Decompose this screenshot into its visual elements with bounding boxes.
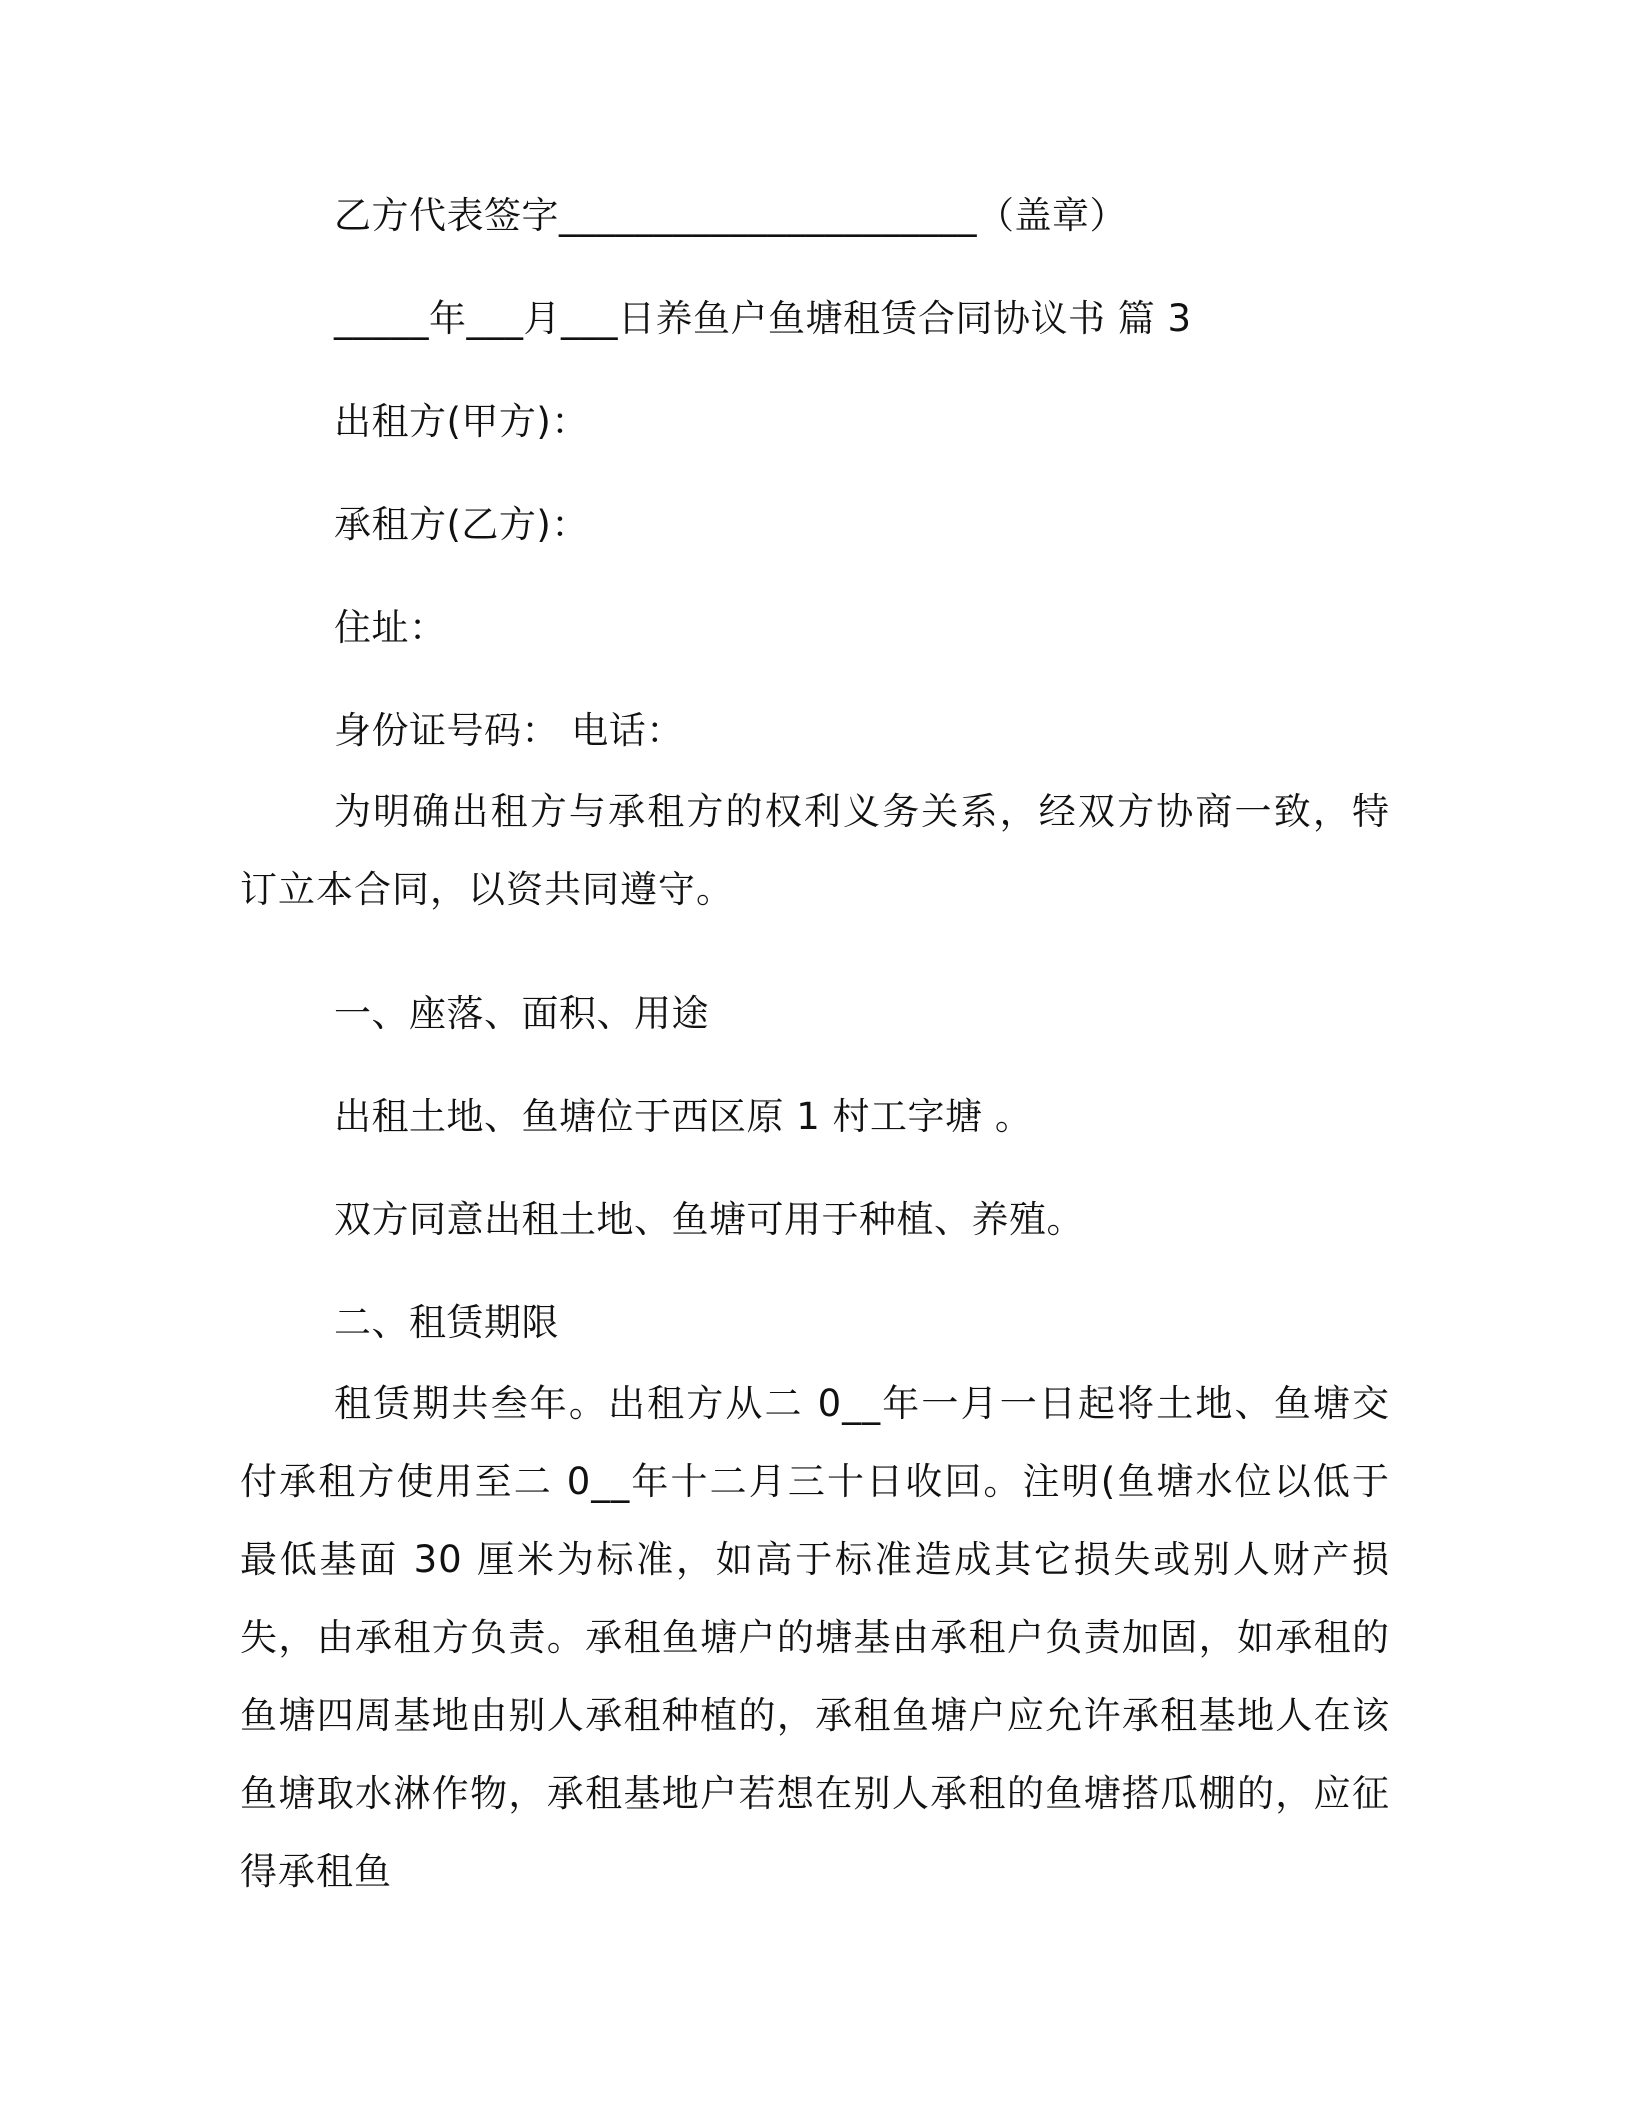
lessor-field: 出租方(甲方)： [334, 400, 589, 443]
section-2-heading: 二、租赁期限 [334, 1301, 559, 1344]
intro-paragraph: 为明确出租方与承租方的权利义务关系，经双方协商一致，特订立本合同，以资共同遵守。 [240, 790, 1390, 911]
lessee-field: 承租方(乙方)： [334, 503, 589, 546]
section-1-location: 出租土地、鱼塘位于西区原 1 村工字塘 。 [334, 1095, 1033, 1138]
date-and-title-line: _____年___月___日养鱼户鱼塘租赁合同协议书 篇 3 [334, 297, 1192, 340]
id-phone-field: 身份证号码： 电话： [334, 709, 684, 752]
lessee-signature-line: 乙方代表签字______________________（盖章） [334, 194, 1127, 237]
address-field: 住址： [334, 606, 447, 649]
section-2-paragraph: 租赁期共叁年。出租方从二 0__年一月一日起将土地、鱼塘交付承租方使用至二 0__年十二月三十日收回。注明(鱼塘水位以低于最低基面 30 厘米为标准，如高于标准造成其它损失或别人财产损失，由承租方负责。承租鱼塘户的塘基由承租户负责加固，如承租的鱼塘四周基地由别人承租种植的，承租鱼塘户应允许承租基地人在该鱼塘取水淋作物，承租基地户若想在别人承租的鱼塘搭瓜棚的，应征得承租鱼 [240, 1382, 1390, 1893]
section-1-heading: 一、座落、面积、用途 [334, 992, 709, 1035]
section-1-use: 双方同意出租土地、鱼塘可用于种植、养殖。 [334, 1198, 1084, 1241]
